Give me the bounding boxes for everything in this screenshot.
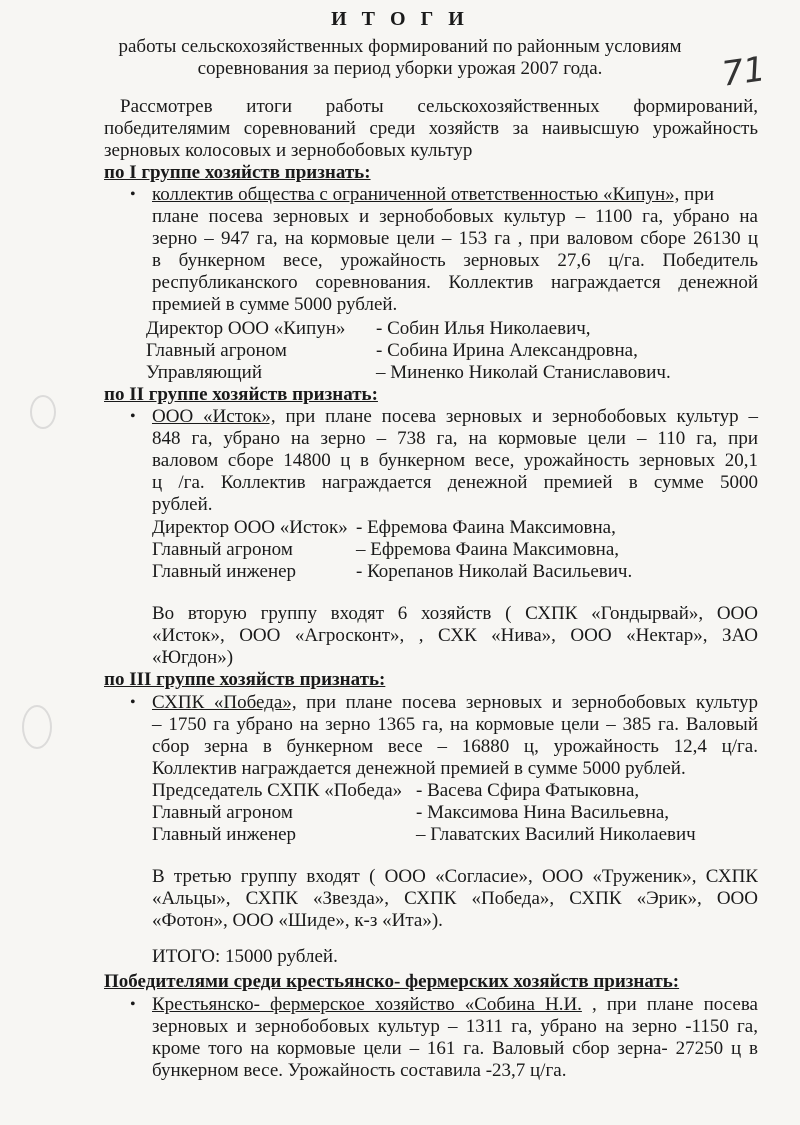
- group2-note-line1: Во вторую группу входят 6 хозяйств ( СХПК «Гондырвай», ООО: [152, 603, 758, 624]
- group1-line5: республиканского соревнования. Коллектив награждается денежной: [152, 272, 758, 293]
- group2-staff-role: Директор ООО «Исток»: [152, 517, 348, 538]
- group3-org-name: СХПК «Победа»,: [152, 692, 297, 713]
- page-number: 71: [719, 49, 768, 95]
- farmers-line4: бункерном весе. Урожайность составила -23,7 ц/га.: [152, 1060, 567, 1081]
- group1-staff-role: Директор ООО «Кипун»: [146, 318, 346, 339]
- group3-line4: Коллектив награждается денежной премией в сумме 5000 рублей.: [152, 758, 686, 779]
- bullet-icon: •: [130, 186, 136, 203]
- group1-staff-role: Главный агроном: [146, 340, 287, 361]
- group2-staff-name: - Ефремова Фаина Максимовна,: [356, 517, 616, 538]
- group1-line6: премией в сумме 5000 рублей.: [152, 294, 398, 315]
- group3-staff-role: Главный агроном: [152, 802, 293, 823]
- intro-line2: победителямим соревнований среди хозяйств за наивысшую урожайность: [104, 118, 758, 139]
- group2-staff-name: - Корепанов Николай Васильевич.: [356, 561, 633, 582]
- group1-staff-name: - Собин Илья Николаевич,: [376, 318, 591, 339]
- group3-heading: по III группе хозяйств признать:: [104, 669, 386, 690]
- doc-subtitle-line2: соревнования за период уборки урожая 2007 года.: [197, 58, 603, 79]
- group3-staff-name: – Главатских Василий Николаевич: [416, 824, 696, 845]
- group2-note-line3: «Югдон»): [152, 647, 234, 668]
- group3-line1: [152, 692, 758, 714]
- farmers-line3: кроме того на кормовые цели – 161 га. Валовый сбор зерна- 27250 ц в: [152, 1038, 758, 1059]
- group2-line5: рублей.: [152, 494, 213, 515]
- farmers-heading: Победителями среди крестьянско- фермерских хозяйств признать:: [104, 971, 680, 992]
- group3-staff-role: Председатель СХПК «Победа»: [152, 780, 403, 801]
- group3-line2: – 1750 га убрано на зерно 1365 га, на кормовые цели – 385 га. Валовый: [152, 714, 758, 735]
- group2-staff-name: – Ефремова Фаина Максимовна,: [356, 539, 620, 560]
- intro-line1: Рассмотрев итоги работы сельскохозяйственных формирований,: [120, 96, 758, 117]
- group2-staff-role: Главный агроном: [152, 539, 293, 560]
- group1-line2: плане посева зерновых и зернобобовых культур – 1100 га, убрано на: [152, 206, 758, 227]
- group3-line1-rest: при плане посева зерновых и зернобобовых культур: [296, 692, 758, 713]
- punch-hole-mark: [22, 705, 52, 749]
- group2-line3: валовом сборе 14800 ц в бункерном весе, урожайность зерновых 20,1: [152, 450, 758, 471]
- bullet-icon: •: [130, 694, 136, 711]
- group2-line1-rest: при плане посева зерновых и зернобобовых культур –: [275, 406, 758, 427]
- doc-subtitle-line1: работы сельскохозяйственных формирований по районным условиям: [118, 36, 682, 57]
- group3-note-line1: В третью группу входят ( ООО «Согласие», ООО «Труженик», СХПК: [152, 866, 758, 887]
- group1-line3: зерно – 947 га, на кормовые цели – 153 га , при валовом сборе 26130 ц: [152, 228, 758, 249]
- group2-note-line2: «Исток», ООО «Агросконт», , СХК «Нива», ООО «Нектар», ЗАО: [152, 625, 758, 646]
- group3-note-line3: «Фотон», ООО «Шиде», к-з «Ита»).: [152, 910, 443, 931]
- group2-staff-role: Главный инженер: [152, 561, 297, 582]
- group1-heading: по I группе хозяйств признать:: [104, 162, 371, 183]
- doc-title: И Т О Г И: [331, 8, 469, 30]
- group2-line2: 848 га, убрано на зерно – 738 га, на кормовые цели – 110 га, при: [152, 428, 758, 449]
- farmers-org-name: Крестьянско- фермерское хозяйство «Собина Н.И.: [152, 994, 582, 1015]
- farmers-line2: зерновых и зернобобовых культур – 1311 га, убрано на зерно -1150 га,: [152, 1016, 758, 1037]
- group2-org-name: ООО «Исток»,: [152, 406, 276, 427]
- group3-line3: сбор зерна в бункерном весе – 16880 ц, урожайность 12,4 ц/га.: [152, 736, 758, 757]
- bullet-icon: •: [130, 996, 136, 1013]
- group2-heading: по II группе хозяйств признать:: [104, 384, 378, 405]
- group1-staff-name: – Миненко Николай Станиславович.: [376, 362, 671, 383]
- total-amount: ИТОГО: 15000 рублей.: [152, 946, 338, 967]
- group1-line4: в бункерном весе, урожайность зерновых 27,6 ц/га. Победитель: [152, 250, 758, 271]
- group3-staff-role: Главный инженер: [152, 824, 297, 845]
- group1-line1: [152, 184, 714, 206]
- group2-line1: [152, 406, 758, 428]
- group2-line4: ц /га. Коллектив награждается денежной премией в сумме 5000: [152, 472, 758, 493]
- group1-staff-name: - Собина Ирина Александровна,: [376, 340, 638, 361]
- intro-line3: зерновых колосовых и зернобобовых культур: [104, 140, 473, 161]
- group1-staff-role: Управляющий: [146, 362, 262, 383]
- farmers-line1-rest: , при плане посева: [581, 994, 758, 1015]
- group1-line1-rest: при: [679, 184, 715, 205]
- farmers-line1: [152, 994, 758, 1016]
- group3-staff-name: - Максимова Нина Васильевна,: [416, 802, 670, 823]
- punch-hole-mark: [30, 395, 56, 429]
- group1-org-name: коллектив общества с ограниченной ответственностью «Кипун»,: [152, 184, 680, 205]
- bullet-icon: •: [130, 408, 136, 425]
- group3-staff-name: - Васева Сфира Фатыковна,: [416, 780, 640, 801]
- group3-note-line2: «Альцы», СХПК «Звезда», СХПК «Победа», СХПК «Эрик», ООО: [152, 888, 758, 909]
